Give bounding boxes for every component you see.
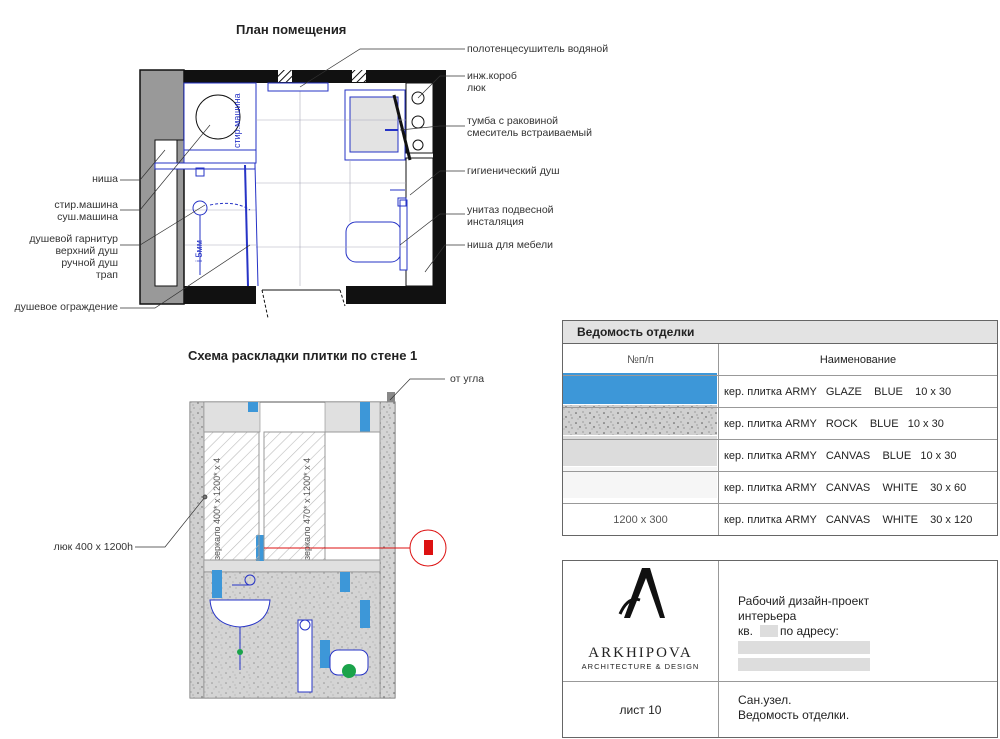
label-shower-set: душевой гарнитур — [29, 233, 118, 245]
schedule-row-size: 1200 x 300 — [563, 504, 719, 535]
address-redaction-2 — [738, 658, 870, 671]
label-hygienic-shower: гигиенический душ — [467, 165, 560, 177]
schedule-header-row — [563, 344, 997, 376]
schedule-row-name: кер. плитка ARMY CANVAS WHITE 30 x 60 — [724, 481, 967, 494]
floor-slope-label: i 5мм — [194, 240, 204, 262]
project-line-3b: по адресу: — [780, 624, 839, 638]
sheet-number: лист 10 — [563, 682, 719, 737]
label-mixer: смеситель встраиваемый — [467, 127, 592, 139]
sheet-name — [738, 693, 849, 723]
label-elevation-hatch: люк 400 x 1200h — [53, 541, 133, 553]
label-hatch: люк — [467, 82, 486, 94]
schedule-row-name: кер. плитка ARMY ROCK BLUE 10 x 30 — [724, 417, 944, 430]
schedule-row — [563, 408, 997, 440]
project-line-1: Рабочий дизайн-проект — [738, 594, 870, 608]
schedule-row — [563, 504, 997, 535]
brand-subtitle: ARCHITECTURE & DESIGN — [581, 662, 700, 671]
elevation-title: Схема раскладки плитки по стене 1 — [188, 348, 418, 363]
label-hand-shower: ручной душ — [61, 257, 118, 269]
title-block — [562, 560, 998, 738]
washer-in-plan-label: стир.машина — [232, 93, 242, 148]
apartment-redaction — [760, 625, 778, 637]
label-shower-screen: душевое ограждение — [14, 301, 118, 313]
schedule-title: Ведомость отделки — [563, 321, 997, 344]
label-dryer: суш.машина — [57, 211, 118, 223]
label-installation: инсталяция — [467, 216, 524, 228]
schedule-row — [563, 472, 997, 504]
label-vanity: тумба с раковиной — [467, 115, 559, 127]
mirror1-label: зеркало 400* x 1200* x 4 — [212, 457, 222, 560]
floor-plan — [140, 70, 446, 318]
label-furniture-niche: ниша для мебели — [467, 239, 554, 251]
finishes-schedule — [562, 320, 998, 536]
label-duct: инж.короб — [467, 70, 517, 82]
schedule-row — [563, 440, 997, 472]
logo-cell — [563, 561, 719, 682]
mirror2-label: зеркало 470* x 1200* x 4 — [302, 457, 312, 560]
schedule-row-swatch — [563, 472, 719, 503]
schedule-row-name: кер. плитка ARMY GLAZE BLUE 10 x 30 — [724, 385, 952, 398]
brand-name: ARKHIPOVA — [588, 645, 693, 661]
project-cell — [719, 561, 997, 682]
col-name-header: Наименование — [819, 353, 897, 366]
label-washer: стир.машина — [54, 199, 118, 211]
schedule-row-name: кер. плитка ARMY CANVAS WHITE 30 x 120 — [724, 513, 973, 526]
label-toilet: унитаз подвесной — [467, 204, 554, 216]
label-drain: трап — [95, 269, 118, 281]
tile-elevation — [190, 392, 446, 698]
label-from-corner: от угла — [450, 373, 485, 385]
label-niche: ниша — [92, 173, 118, 185]
label-overhead-shower: верхний душ — [55, 245, 118, 257]
project-line-3a: кв. — [738, 624, 753, 638]
sheet-name-line-1: Сан.узел. — [738, 693, 792, 707]
schedule-row-swatch — [563, 376, 719, 407]
sheet-name-line-2: Ведомость отделки. — [738, 708, 850, 722]
address-redaction-1 — [738, 641, 870, 654]
schedule-row-name: кер. плитка ARMY CANVAS BLUE 10 x 30 — [724, 449, 957, 462]
plan-title: План помещения — [236, 22, 347, 37]
schedule-row-swatch — [563, 440, 719, 471]
project-line-2: интерьера — [738, 609, 797, 623]
schedule-row — [563, 376, 997, 408]
schedule-row-swatch — [563, 408, 719, 439]
col-number-header: №п/п — [563, 344, 719, 375]
label-towel-dryer: полотенцесушитель водяной — [467, 43, 609, 55]
